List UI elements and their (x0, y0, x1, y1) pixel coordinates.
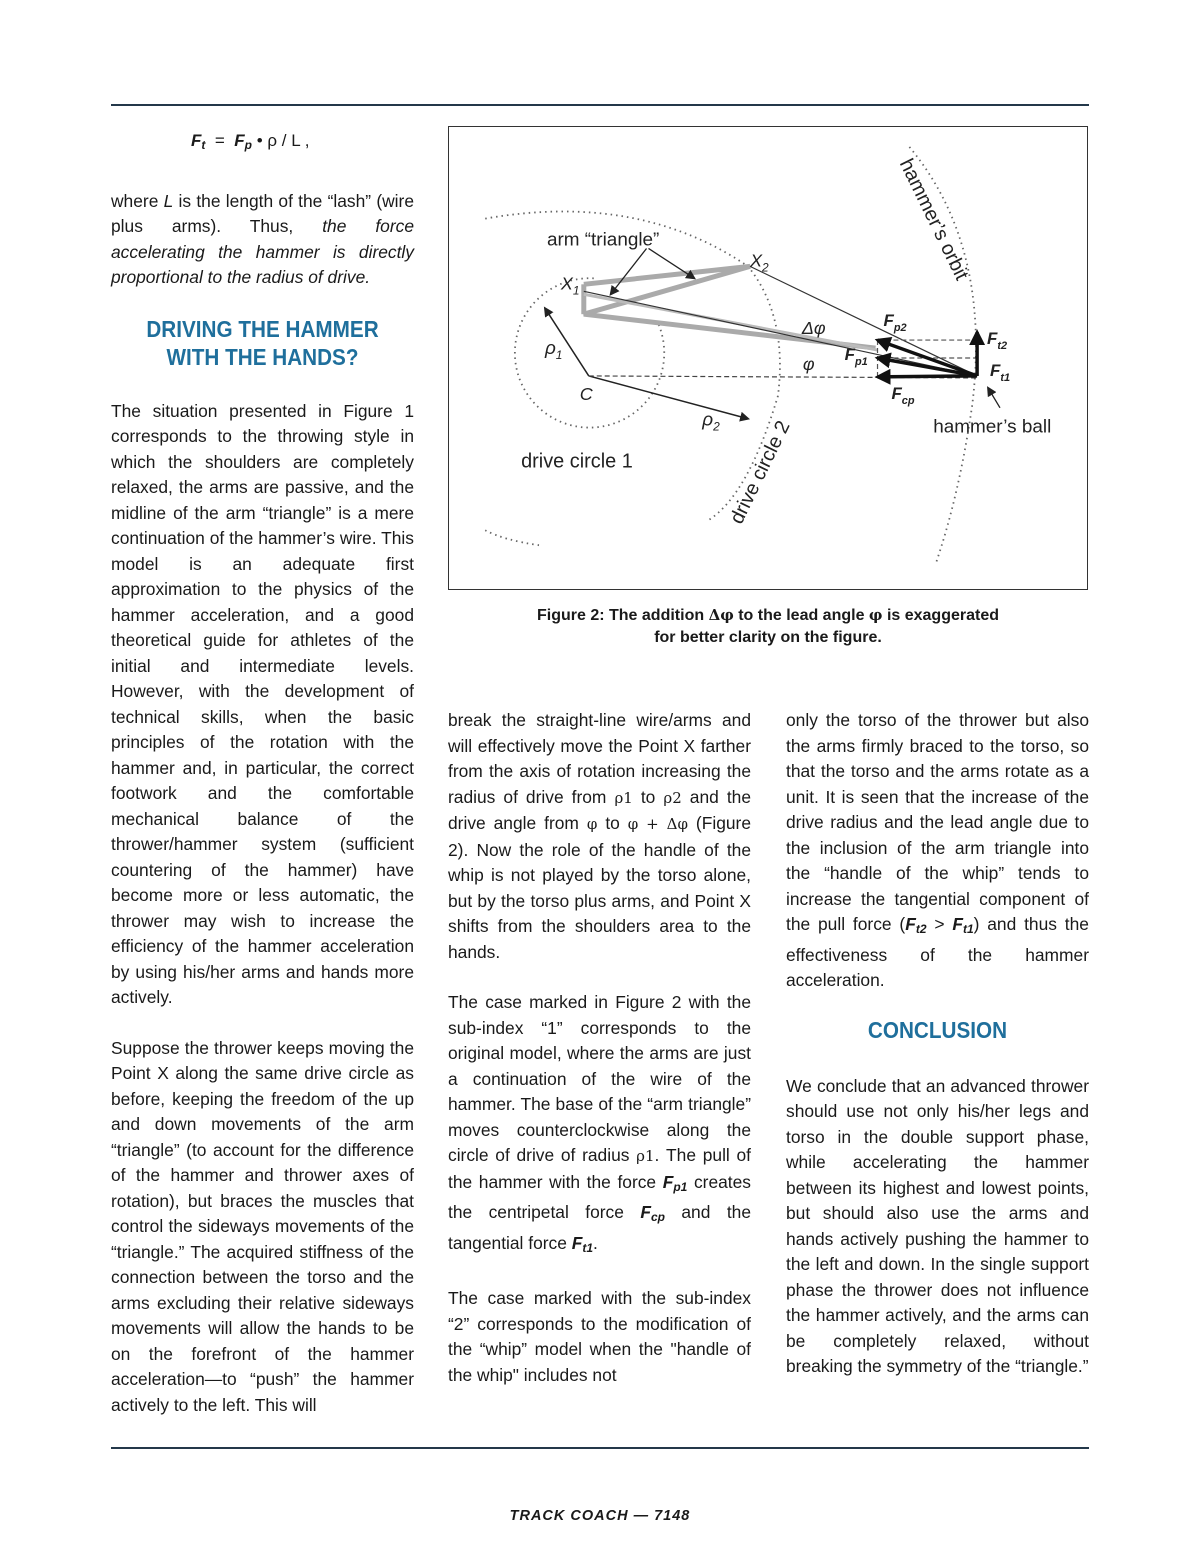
label-drive-circle-2: drive circle 2 (725, 417, 795, 528)
label-drive-circle-1: drive circle 1 (521, 450, 633, 473)
figure-caption: Figure 2: The addition Δφ to the lead angle φ is exaggerated for better clarity on the figure. (537, 606, 999, 646)
paragraph: The situation presented in Figure 1 corresponds to the throwing style in which the shoulders are completely relaxed, the arms are passive, and the midline of the arm “triangle” is a mere continuation of the hammer’s wire. This model is an adequate first approximation to the physics of the hammer acceleration, and a good theoretical guide for athletes of the initial and intermediate levels. However, with the development of technical skills, when the basic principles of the rotation with the hammer and, in particular, the correct footwork and the comfortable mechanical balance of the thrower/hammer system (sufficient countering of the hammer) have become more or less automatic, the thrower may wish to increase the efficiency of the hammer acceleration by using his/her arms and hands more actively. (111, 400, 414, 1007)
paragraph: where L is the length of the “lash” (wire plus arms). Thus, the force accelerating the hammer is directly proportional to the radius of drive. (111, 190, 415, 287)
paragraph: break the straight-line wire/arms and will effectively move the Point X farther from the axis of rotation increasing the radius of drive from ρ1 to ρ2 and the drive angle from φ to φ + Δφ (Figure 2). Now the role of the handle of the whip is not played by the torso alone, but by the torso plus arms, and Point X shifts from the shoulders area to the hands. (448, 710, 752, 962)
bottom-rule (111, 1447, 1089, 1449)
paragraph: Suppose the thrower keeps moving the Point X along the same drive circle as before, keeping the freedom of the up and down movements of the arm “triangle” (to account for the difference of the hammer and thrower axes of rotation), but braces the muscles that control the sideways movements of the “triangle.” The acquired stiffness of the connection between the torso and the arms excluding their relative sideways movements will allow the hands to be on the forefront of the hammer acceleration—to “push” the hammer actively to the left. This will (111, 1037, 414, 1415)
top-rule (111, 104, 1089, 106)
drive-circle-2 (485, 211, 780, 545)
paragraph: We conclude that an advanced thrower should use not only his/her legs and torso in the double support phase, while accelerating the hammer between its highest and lowest points, but should also use the arms and hands actively pushing the hammer to the left and down. In the single support phase the thrower does not influence the hammer actively, and the arms can be completely relaxed, without breaking the symmetry of the “triangle.” (786, 1075, 1089, 1376)
page-footer: TRACK COACH — 7148 (509, 1508, 691, 1524)
label-rho2: $\rho_2$ (702, 409, 720, 434)
column-1 (111, 128, 414, 1418)
label-hammers-ball: hammer’s ball (933, 416, 1052, 438)
paragraph: only the torso of the thrower but also the arms firmly braced to the torso, so that the torso and the arms rotate as a unit. It is seen that the increase of the drive radius and the lead angle due to the inclusion of the arm triangle into the “handle of the whip” tends to increase the tangential component of the pull force $(F_{t2} > F_{t1})$ and thus the effectiveness of the hammer acceleration. (786, 710, 1089, 990)
column-3 (786, 708, 1089, 1380)
label-c: C (579, 383, 593, 404)
figure-2 (448, 126, 1088, 590)
formula: $F_t = F_p$ • ρ / L , (191, 131, 310, 152)
drive-circle-1 (515, 278, 664, 427)
label-x1: $X_1$ (560, 273, 580, 298)
column-2 (448, 708, 751, 1388)
section-heading-conclusion: CONCLUSION (867, 1016, 1008, 1043)
label-rho1: $\rho_1$ (544, 338, 563, 362)
label-fp2: $F_{p2}$ (883, 311, 907, 335)
label-arm-triangle: arm “triangle” (546, 229, 660, 251)
label-phi: φ (802, 353, 815, 374)
paragraph: The case marked with the sub-index “2” corresponds to the modification of the “whip” model when the "handle of the whip" includes not (448, 1288, 751, 1385)
label-hammers-orbit: hammer’s orbit (894, 155, 973, 284)
formula-ft: $F_t$ (191, 131, 206, 152)
paragraph: The case marked in Figure 2 with the sub-index “1” corresponds to the original model, where the arms are just a continuation of the wire of the hammer. The base of the “arm triangle” moves counterclockwise along the circle of drive of radius ρ1. The pull of the hammer with the force $F_{p1}$ creates the centripetal force $F_{cp}$ and the tangential force $F_{t1}$. (448, 992, 752, 1255)
label-x2: $X_2$ (750, 250, 769, 275)
label-delta-phi: Δφ (801, 318, 826, 339)
arm-triangle-shape (584, 266, 878, 350)
label-ft2: $F_{t2}$ (987, 329, 1008, 353)
formula-fp: $F_p$ (234, 131, 252, 152)
force-arrows (878, 332, 978, 377)
label-fcp: $F_{cp}$ (891, 383, 915, 407)
section-heading-driving: DRIVING THE HAMMER WITH THE HANDS? (146, 315, 379, 370)
label-fp1: $F_{p1}$ (844, 344, 868, 368)
label-ft1: $F_{t1}$ (990, 360, 1011, 384)
